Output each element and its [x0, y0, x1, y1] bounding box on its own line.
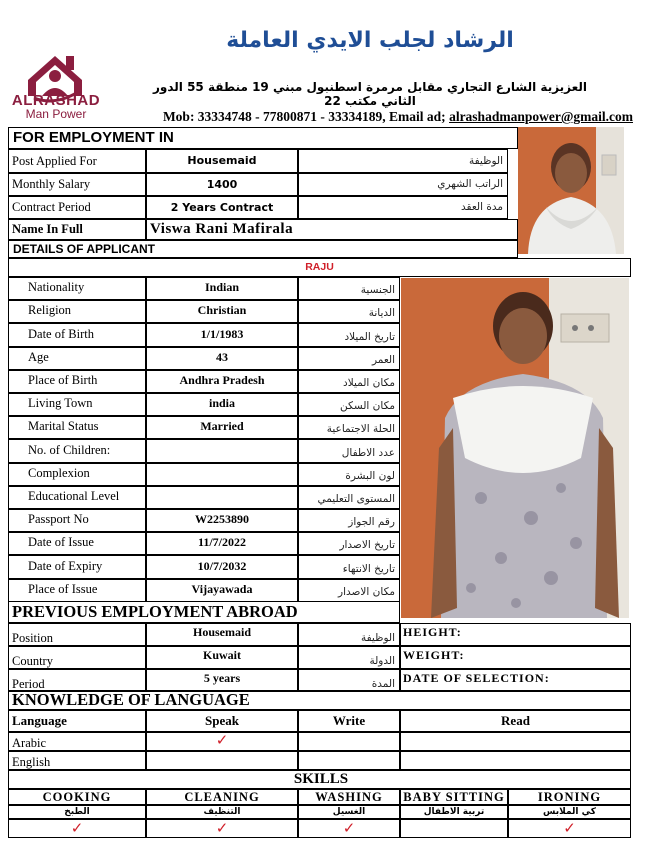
previous-label: Period — [8, 669, 146, 692]
company-address: العزيزية الشارع التجاري مقابل مرمرة اسطنبول مبني 19 منطقة 55 الدور الثاني مكتب 22 — [152, 80, 588, 108]
section-title-previous-employment: PREVIOUS EMPLOYMENT ABROAD — [8, 601, 400, 623]
skill-name: BABY SITTING — [400, 789, 508, 805]
section-title-language: KNOWLEDGE OF LANGUAGE — [8, 690, 631, 710]
employment-arabic-label: مدة العقد — [298, 196, 508, 219]
skill-arabic-name: الطبخ — [8, 805, 146, 819]
speak-check-icon: ✓ — [146, 732, 298, 751]
applicant-field-label: Date of Birth — [8, 323, 146, 347]
physical-detail-label: WEIGHT: — [400, 646, 631, 669]
applicant-field-label: Nationality — [8, 277, 146, 300]
applicant-field-arabic: مكان السكن — [298, 393, 400, 416]
language-header: Write — [298, 710, 400, 732]
language-name: English — [8, 751, 146, 770]
employment-arabic-label: الراتب الشهري — [298, 173, 508, 196]
section-title-applicant: DETAILS OF APPLICANT — [8, 240, 518, 258]
skill-check-icon: ✓ — [8, 819, 146, 838]
language-header: Speak — [146, 710, 298, 732]
applicant-field-arabic: العمر — [298, 347, 400, 370]
applicant-field-value — [146, 486, 298, 509]
applicant-field-value — [146, 439, 298, 463]
applicant-field-arabic: رقم الجواز — [298, 509, 400, 532]
applicant-field-value: 10/7/2032 — [146, 555, 298, 579]
applicant-field-value: 1/1/1983 — [146, 323, 298, 347]
employment-label: Contract Period — [8, 196, 146, 219]
applicant-field-arabic: تاريخ الاصدار — [298, 532, 400, 555]
previous-value: Housemaid — [146, 623, 298, 646]
applicant-field-arabic: عدد الاطفال — [298, 439, 400, 463]
applicant-field-label: Date of Expiry — [8, 555, 146, 579]
applicant-field-arabic: المستوى التعليمي — [298, 486, 400, 509]
applicant-field-arabic: مكان الاصدار — [298, 579, 400, 602]
name-label: Name In Full — [8, 219, 146, 240]
applicant-field-value: W2253890 — [146, 509, 298, 532]
applicant-field-arabic: تاريخ الميلاد — [298, 323, 400, 347]
skill-name: WASHING — [298, 789, 400, 805]
applicant-field-label: Living Town — [8, 393, 146, 416]
applicant-field-arabic: تاريخ الانتهاء — [298, 555, 400, 579]
applicant-portrait-photo — [518, 127, 624, 254]
applicant-field-label: Passport No — [8, 509, 146, 532]
skill-check-icon: ✓ — [298, 819, 400, 838]
skill-arabic-name: كي الملابس — [508, 805, 631, 819]
write-check-icon — [298, 732, 400, 751]
employment-value: 2 Years Contract — [146, 196, 298, 219]
language-header: Language — [8, 710, 146, 732]
applicant-field-value: 11/7/2022 — [146, 532, 298, 555]
physical-detail-label: DATE OF SELECTION: — [400, 669, 631, 692]
skill-check-icon: ✓ — [146, 819, 298, 838]
previous-label: Position — [8, 623, 146, 646]
applicant-field-label: Religion — [8, 300, 146, 323]
logo-name: ALRASHAD — [11, 92, 101, 109]
employment-arabic-label: الوظيفة — [298, 149, 508, 173]
skill-arabic-name: الغسيل — [298, 805, 400, 819]
applicant-full-photo — [401, 278, 629, 618]
applicant-field-label: Marital Status — [8, 416, 146, 439]
applicant-field-value: Christian — [146, 300, 298, 323]
employment-value: 1400 — [146, 173, 298, 196]
skill-check-icon — [400, 819, 508, 838]
company-logo — [8, 36, 108, 124]
previous-label: Country — [8, 646, 146, 669]
company-arabic-title: الرشاد لجلب الايدي العاملة — [226, 28, 514, 53]
logo-subtitle: Man Power — [25, 107, 87, 121]
applicant-full-name: Viswa Rani Mafirala — [146, 219, 518, 240]
applicant-field-label: Age — [8, 347, 146, 370]
employment-value: Housemaid — [146, 149, 298, 173]
section-title-skills: SKILLS — [8, 770, 631, 789]
language-name: Arabic — [8, 732, 146, 751]
applicant-field-value: Andhra Pradesh — [146, 370, 298, 393]
physical-detail-label: HEIGHT: — [400, 623, 631, 646]
previous-value: Kuwait — [146, 646, 298, 669]
applicant-field-value: india — [146, 393, 298, 416]
previous-arabic-label: الدولة — [298, 646, 400, 669]
applicant-field-value: Married — [146, 416, 298, 439]
applicant-field-label: Date of Issue — [8, 532, 146, 555]
skill-name: CLEANING — [146, 789, 298, 805]
skill-arabic-name: التنظيف — [146, 805, 298, 819]
applicant-field-value: Vijayawada — [146, 579, 298, 602]
skill-check-icon: ✓ — [508, 819, 631, 838]
skill-name: IRONING — [508, 789, 631, 805]
applicant-field-value — [146, 463, 298, 486]
contact-email[interactable]: alrashadmanpower@gmail.com — [449, 109, 633, 124]
write-check-icon — [298, 751, 400, 770]
applicant-field-arabic: مكان الميلاد — [298, 370, 400, 393]
previous-arabic-label: المدة — [298, 669, 400, 692]
language-header: Read — [400, 710, 631, 732]
applicant-field-arabic: الديانة — [298, 300, 400, 323]
section-title-employment: FOR EMPLOYMENT IN — [8, 127, 518, 149]
applicant-field-arabic: الحلة الاجتماعية — [298, 416, 400, 439]
speak-check-icon — [146, 751, 298, 770]
applicant-field-value: 43 — [146, 347, 298, 370]
agent-name: RAJU — [8, 258, 631, 277]
applicant-field-label: No. of Children: — [8, 439, 146, 463]
applicant-field-value: Indian — [146, 277, 298, 300]
previous-value: 5 years — [146, 669, 298, 692]
applicant-field-arabic: الجنسية — [298, 277, 400, 300]
applicant-field-arabic: لون البشرة — [298, 463, 400, 486]
employment-label: Post Applied For — [8, 149, 146, 173]
employment-label: Monthly Salary — [8, 173, 146, 196]
applicant-field-label: Educational Level — [8, 486, 146, 509]
skill-arabic-name: تربية الاطفال — [400, 805, 508, 819]
read-check-icon — [400, 732, 631, 751]
contact-phones: Mob: 33334748 - 77800871 - 33334189, Email ad; — [162, 109, 450, 124]
applicant-field-label: Place of Birth — [8, 370, 146, 393]
applicant-field-label: Place of Issue — [8, 579, 146, 602]
skill-name: COOKING — [8, 789, 146, 805]
company-contact — [118, 109, 633, 125]
read-check-icon — [400, 751, 631, 770]
applicant-field-label: Complexion — [8, 463, 146, 486]
previous-arabic-label: الوظيفة — [298, 623, 400, 646]
